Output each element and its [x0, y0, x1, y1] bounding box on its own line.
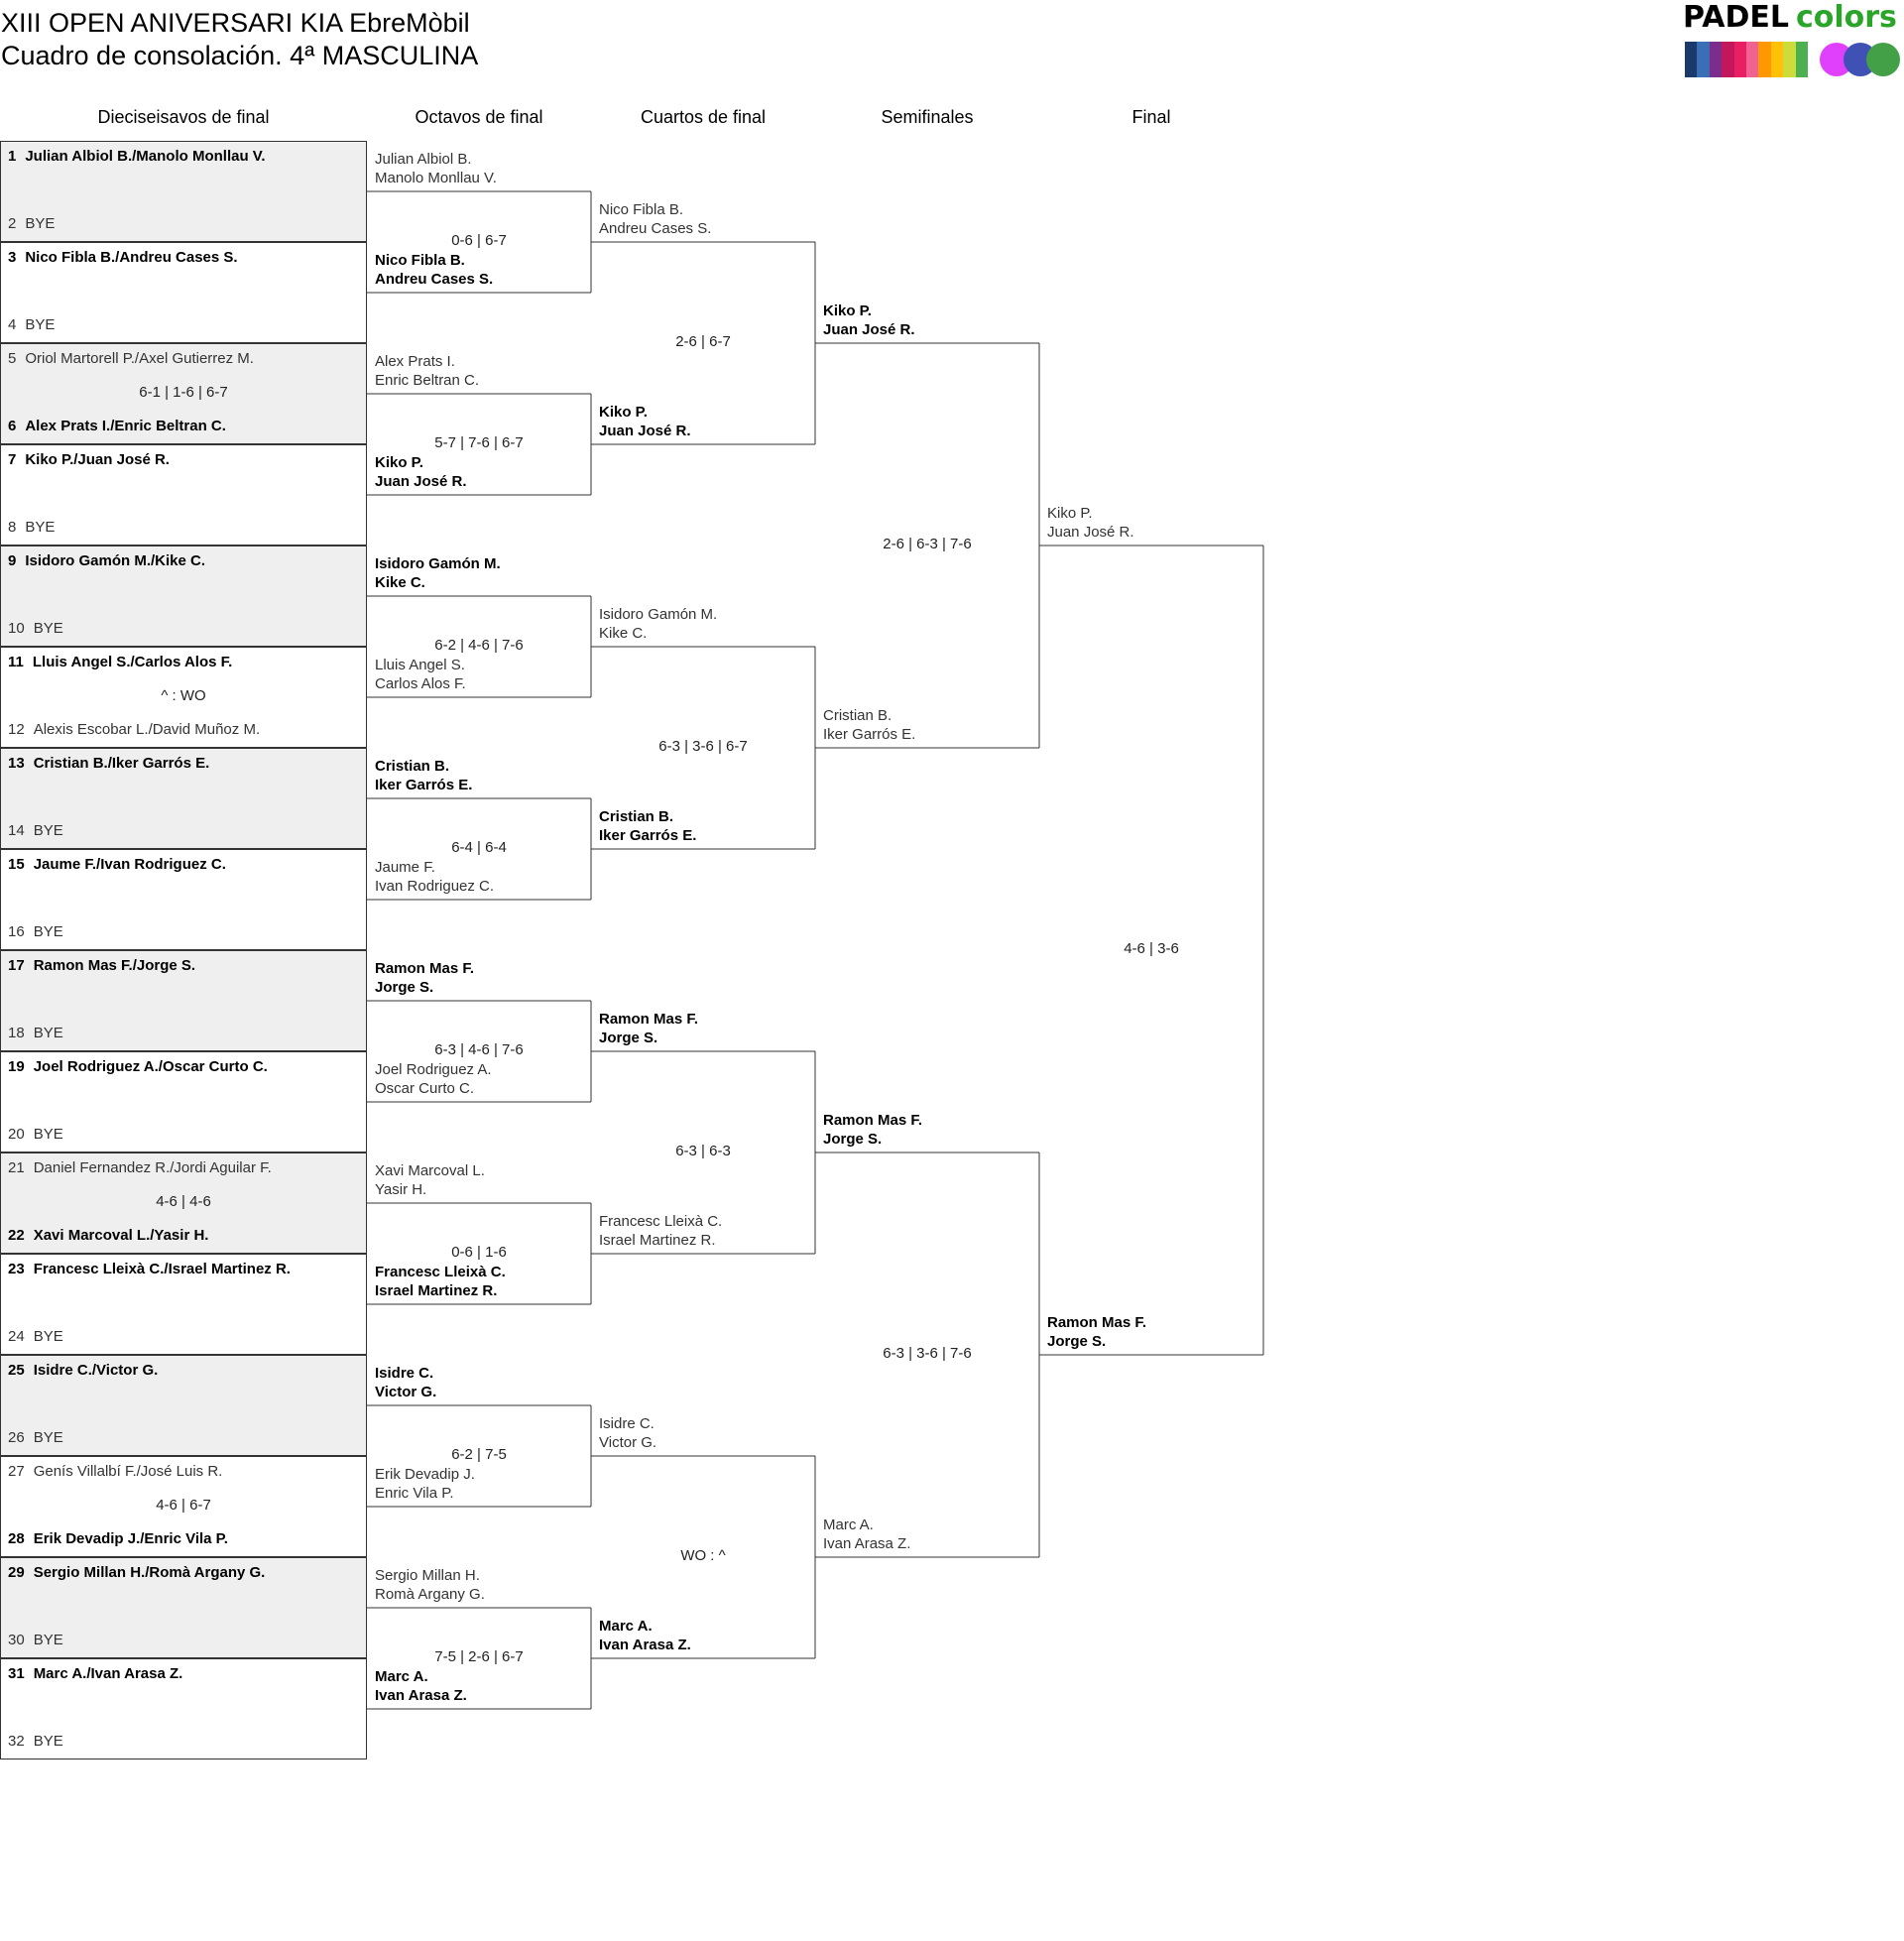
player-name: Israel Martinez R.: [375, 1282, 498, 1299]
player-name: Jorge S.: [599, 1030, 658, 1046]
round-header-dieciseisavos: Dieciseisavos de final: [97, 107, 270, 127]
match-score: 5-7 | 7-6 | 6-7: [434, 434, 524, 451]
logo-stripe: [1758, 42, 1770, 77]
player-name: Ivan Arasa Z.: [375, 1687, 467, 1704]
team-pair-top: [375, 757, 472, 794]
seed-number: 22: [8, 1227, 25, 1244]
team-name: Isidre C./Victor G.: [33, 1362, 159, 1379]
team-line-bottom: [8, 721, 260, 739]
seed-number: 18: [8, 1025, 25, 1041]
team-name: Julian Albiol B./Manolo Monllau V.: [25, 148, 266, 165]
round-header-final: Final: [1131, 107, 1171, 127]
team-pair-bottom: [375, 1465, 475, 1503]
team-pair-bottom: [599, 1617, 691, 1654]
bracket-subtitle: Cuadro de consolación. 4ª MASCULINA: [1, 41, 479, 70]
team-line-top: [8, 755, 209, 773]
match-score: 6-2 | 4-6 | 7-6: [434, 637, 524, 654]
seed-number: 29: [8, 1564, 25, 1581]
team-name: BYE: [25, 519, 56, 536]
player-name: Alex Prats I.: [375, 353, 455, 370]
match-score: WO : ^: [680, 1547, 726, 1564]
player-name: Oscar Curto C.: [375, 1080, 475, 1097]
team-line-bottom: [8, 1632, 63, 1649]
player-name: Ramon Mas F.: [1047, 1314, 1147, 1331]
player-name: Joel Rodriguez A.: [375, 1061, 492, 1078]
seed-number: 32: [8, 1733, 25, 1750]
team-line-top: [8, 1665, 182, 1683]
player-name: Isidre C.: [375, 1365, 434, 1382]
team-pair-bottom: [1047, 1313, 1146, 1351]
match-score: 6-3 | 3-6 | 6-7: [658, 738, 748, 755]
team-name: Kiko P./Juan José R.: [25, 451, 170, 468]
team-name: BYE: [33, 923, 63, 940]
seed-number: 16: [8, 923, 25, 940]
team-name: BYE: [33, 1733, 63, 1750]
seed-number: 19: [8, 1058, 25, 1075]
team-line-bottom: [8, 418, 226, 435]
team-name: BYE: [33, 1025, 63, 1041]
team-name: BYE: [33, 1632, 63, 1648]
team-name: Lluis Angel S./Carlos Alos F.: [32, 654, 233, 670]
seed-number: 17: [8, 957, 25, 974]
team-pair-bottom: [375, 1263, 506, 1300]
team-line-bottom: [8, 1227, 208, 1245]
team-line-bottom: [8, 519, 55, 537]
team-name: Genís Villalbí F./José Luis R.: [33, 1463, 223, 1480]
team-name: Isidoro Gamón M./Kike C.: [25, 552, 206, 569]
team-pair-top: [375, 554, 501, 592]
tournament-title: XIII OPEN ANIVERSARI KIA EbreMòbil: [1, 8, 470, 38]
seed-number: 24: [8, 1328, 25, 1345]
team-name: BYE: [33, 1328, 63, 1345]
round-header-cuartos: Cuartos de final: [640, 107, 767, 127]
team-line-bottom: [8, 620, 63, 638]
team-line-top: [8, 148, 266, 166]
player-name: Juan José R.: [375, 473, 467, 490]
logo-stripe: [1746, 42, 1758, 77]
player-name: Romà Argany G.: [375, 1586, 485, 1603]
team-name: BYE: [33, 1126, 63, 1143]
team-pair-bottom: [599, 807, 696, 845]
round-header-semifinales: Semifinales: [881, 107, 974, 127]
player-name: Cristian B.: [823, 707, 892, 724]
team-pair-bottom: [375, 1060, 492, 1098]
match-score: 6-3 | 4-6 | 7-6: [434, 1041, 524, 1058]
player-name: Isidoro Gamón M.: [375, 555, 501, 572]
team-line-top: [8, 1463, 222, 1481]
seed-number: 23: [8, 1261, 25, 1277]
player-name: Xavi Marcoval L.: [375, 1162, 485, 1179]
player-name: Iker Garrós E.: [375, 777, 473, 793]
team-line-top: [8, 957, 195, 975]
logo-balls-graphic: [1820, 40, 1901, 79]
team-pair-bottom: [375, 1667, 467, 1705]
player-name: Iker Garrós E.: [599, 827, 697, 844]
team-line-top: [8, 249, 238, 267]
logo-stripe: [1697, 42, 1709, 77]
round-header-octavos: Octavos de final: [415, 107, 543, 127]
team-line-top: [8, 451, 170, 469]
team-name: Nico Fibla B./Andreu Cases S.: [25, 249, 238, 266]
team-pair-bottom: [823, 706, 915, 744]
team-pair-top: [599, 1414, 656, 1452]
logo-stripe: [1734, 42, 1746, 77]
player-name: Sergio Millan H.: [375, 1567, 480, 1584]
team-name: Ramon Mas F./Jorge S.: [33, 957, 196, 974]
seed-number: 15: [8, 856, 25, 873]
match-score: 6-1 | 1-6 | 6-7: [139, 384, 228, 401]
team-name: BYE: [25, 316, 56, 333]
team-pair-top: [823, 1111, 922, 1149]
match-score: 0-6 | 6-7: [451, 232, 507, 249]
team-pair-top: [375, 1161, 485, 1199]
player-name: Ivan Rodriguez C.: [375, 878, 495, 895]
team-line-top: [8, 1058, 268, 1076]
team-name: Francesc Lleixà C./Israel Martinez R.: [33, 1261, 291, 1277]
player-name: Erik Devadip J.: [375, 1466, 475, 1483]
match-score: 0-6 | 1-6: [451, 1244, 507, 1261]
logo-stripe: [1796, 42, 1808, 77]
seed-number: 11: [8, 654, 24, 670]
player-name: Nico Fibla B.: [375, 252, 465, 269]
team-pair-top: [1047, 504, 1134, 542]
player-name: Kiko P.: [375, 454, 423, 471]
seed-number: 21: [8, 1159, 25, 1176]
team-line-bottom: [8, 1733, 63, 1751]
team-name: Erik Devadip J./Enric Vila P.: [33, 1530, 228, 1547]
player-name: Victor G.: [599, 1434, 657, 1451]
team-pair-bottom: [599, 403, 691, 440]
player-name: Andreu Cases S.: [599, 220, 712, 237]
seed-number: 26: [8, 1429, 25, 1446]
team-name: Cristian B./Iker Garrós E.: [33, 755, 210, 772]
match-score: 4-6 | 6-7: [156, 1497, 211, 1514]
player-name: Isidoro Gamón M.: [599, 606, 718, 623]
seed-number: 3: [8, 249, 17, 266]
seed-number: 20: [8, 1126, 25, 1143]
player-name: Iker Garrós E.: [823, 726, 916, 743]
player-name: Andreu Cases S.: [375, 271, 494, 288]
player-name: Cristian B.: [599, 808, 674, 825]
player-name: Juan José R.: [599, 423, 691, 439]
team-line-bottom: [8, 215, 55, 233]
team-line-bottom: [8, 1530, 228, 1548]
logo-stripe: [1783, 42, 1795, 77]
seed-number: 12: [8, 721, 25, 738]
player-name: Ivan Arasa Z.: [599, 1637, 691, 1653]
team-line-bottom: [8, 1025, 63, 1042]
seed-number: 8: [8, 519, 17, 536]
team-pair-top: [599, 200, 711, 238]
padel-colors-logo: [1683, 0, 1904, 83]
logo-stripe: [1722, 42, 1733, 77]
logo-ball: [1866, 43, 1900, 76]
player-name: Nico Fibla B.: [599, 201, 684, 218]
logo-word-colors: colors: [1795, 0, 1897, 35]
player-name: Francesc Lleixà C.: [599, 1213, 723, 1230]
team-line-top: [8, 1564, 265, 1582]
team-name: Xavi Marcoval L./Yasir H.: [33, 1227, 209, 1244]
player-name: Jorge S.: [1047, 1333, 1107, 1350]
team-pair-bottom: [375, 251, 493, 289]
player-name: Lluis Angel S.: [375, 657, 465, 673]
team-line-top: [8, 350, 254, 368]
team-line-bottom: [8, 1126, 63, 1144]
seed-number: 2: [8, 215, 17, 232]
match-score: 4-6 | 4-6: [156, 1193, 211, 1210]
player-name: Ramon Mas F.: [375, 960, 475, 977]
seed-number: 13: [8, 755, 25, 772]
seed-number: 14: [8, 822, 25, 839]
match-score: 6-2 | 7-5: [451, 1446, 507, 1463]
match-score: 4-6 | 3-6: [1124, 940, 1179, 957]
player-name: Carlos Alos F.: [375, 675, 466, 692]
team-line-bottom: [8, 822, 63, 840]
player-name: Kike C.: [375, 574, 425, 591]
player-name: Cristian B.: [375, 758, 450, 775]
team-pair-bottom: [823, 1516, 910, 1553]
seed-number: 27: [8, 1463, 25, 1480]
player-name: Jorge S.: [375, 979, 434, 996]
team-name: Sergio Millan H./Romà Argany G.: [33, 1564, 266, 1581]
team-pair-top: [375, 1364, 436, 1401]
player-name: Victor G.: [375, 1384, 437, 1400]
player-name: Marc A.: [823, 1516, 874, 1533]
player-name: Israel Martinez R.: [599, 1232, 716, 1249]
seed-number: 30: [8, 1632, 25, 1648]
logo-stripe: [1771, 42, 1783, 77]
match-score: 6-4 | 6-4: [451, 839, 507, 856]
player-name: Enric Beltran C.: [375, 372, 480, 389]
match-score: ^ : WO: [161, 687, 206, 704]
seed-number: 9: [8, 552, 17, 569]
team-name: BYE: [33, 1429, 63, 1446]
player-name: Kike C.: [599, 625, 648, 642]
seed-number: 10: [8, 620, 25, 637]
team-name: Oriol Martorell P./Axel Gutierrez M.: [25, 350, 254, 367]
seed-number: 1: [8, 148, 17, 165]
logo-stripe: [1685, 42, 1697, 77]
team-line-bottom: [8, 923, 63, 941]
player-name: Isidre C.: [599, 1415, 654, 1432]
player-name: Enric Vila P.: [375, 1485, 454, 1502]
team-pair-bottom: [375, 453, 467, 491]
player-name: Yasir H.: [375, 1181, 427, 1198]
player-name: Marc A.: [599, 1618, 653, 1635]
team-line-top: [8, 1261, 291, 1278]
match-score: 6-3 | 3-6 | 7-6: [883, 1345, 972, 1362]
logo-stripe: [1710, 42, 1722, 77]
team-line-bottom: [8, 1328, 63, 1346]
player-name: Juan José R.: [823, 321, 915, 338]
team-line-top: [8, 552, 205, 570]
team-name: Alex Prats I./Enric Beltran C.: [25, 418, 226, 434]
player-name: Marc A.: [375, 1668, 428, 1685]
team-pair-top: [375, 150, 497, 187]
team-pair-bottom: [599, 1212, 722, 1250]
logo-stripes-graphic: [1685, 42, 1808, 77]
team-pair-top: [823, 302, 915, 339]
team-pair-bottom: [375, 656, 466, 693]
seed-number: 6: [8, 418, 17, 434]
seed-number: 4: [8, 316, 17, 333]
team-line-bottom: [8, 316, 55, 334]
seed-number: 28: [8, 1530, 25, 1547]
team-pair-top: [375, 1566, 485, 1604]
team-name: BYE: [25, 215, 56, 232]
team-pair-bottom: [375, 858, 494, 896]
player-name: Ramon Mas F.: [823, 1112, 923, 1129]
player-name: Julian Albiol B.: [375, 151, 472, 168]
team-name: BYE: [33, 822, 63, 839]
player-name: Ivan Arasa Z.: [823, 1535, 911, 1552]
player-name: Francesc Lleixà C.: [375, 1264, 506, 1280]
team-name: Daniel Fernandez R./Jordi Aguilar F.: [33, 1159, 272, 1176]
team-pair-top: [599, 1010, 698, 1047]
seed-number: 25: [8, 1362, 25, 1379]
logo-word-padel: PADEL: [1683, 0, 1789, 35]
team-pair-top: [599, 605, 717, 643]
team-line-top: [8, 856, 226, 874]
team-name: Jaume F./Ivan Rodriguez C.: [33, 856, 226, 873]
match-score: 2-6 | 6-7: [675, 333, 731, 350]
player-name: Juan José R.: [1047, 524, 1134, 541]
match-score: 2-6 | 6-3 | 7-6: [883, 536, 972, 552]
team-line-top: [8, 1159, 272, 1177]
player-name: Kiko P.: [823, 303, 872, 319]
team-name: Marc A./Ivan Arasa Z.: [33, 1665, 183, 1682]
player-name: Jorge S.: [823, 1131, 883, 1148]
player-name: Manolo Monllau V.: [375, 170, 497, 186]
seed-number: 31: [8, 1665, 25, 1682]
team-name: Alexis Escobar L./David Muñoz M.: [33, 721, 261, 738]
player-name: Kiko P.: [1047, 505, 1093, 522]
player-name: Kiko P.: [599, 404, 648, 421]
player-name: Ramon Mas F.: [599, 1011, 699, 1028]
team-pair-top: [375, 352, 479, 390]
match-score: 7-5 | 2-6 | 6-7: [434, 1648, 524, 1665]
team-name: BYE: [33, 620, 63, 637]
team-pair-top: [375, 959, 474, 997]
team-line-top: [8, 1362, 158, 1380]
team-name: Joel Rodriguez A./Oscar Curto C.: [33, 1058, 268, 1075]
seed-number: 7: [8, 451, 17, 468]
team-line-bottom: [8, 1429, 63, 1447]
seed-number: 5: [8, 350, 17, 367]
logo-wordmark: [1683, 0, 1897, 35]
player-name: Jaume F.: [375, 859, 435, 876]
team-line-top: [8, 654, 232, 671]
match-score: 6-3 | 6-3: [675, 1143, 731, 1159]
